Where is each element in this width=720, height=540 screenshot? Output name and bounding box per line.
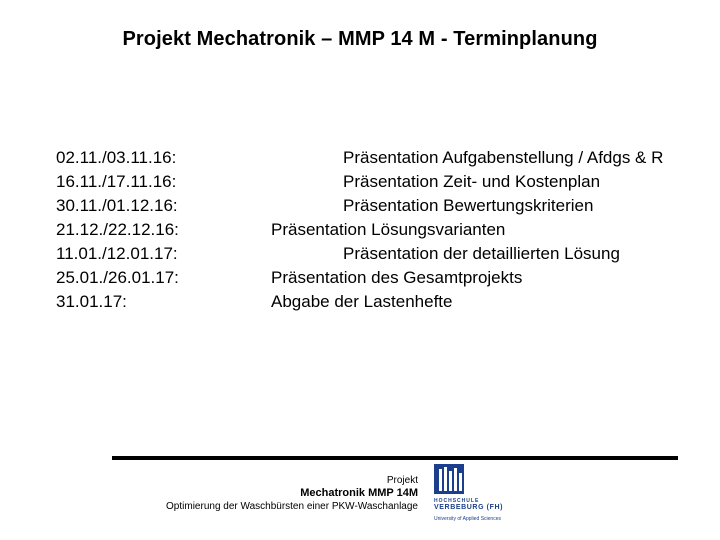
university-logo (434, 464, 514, 530)
university-logo-mark-icon (434, 464, 464, 494)
schedule-item: Abgabe der Lastenhefte (271, 292, 453, 311)
schedule-date: 11.01./12.01.17: (56, 244, 178, 263)
logo-text-line3: University of Applied Sciences (434, 516, 501, 522)
schedule-item: Präsentation Aufgabenstellung / Afdgs & R (343, 148, 664, 167)
schedule-date: 02.11./03.11.16: (56, 148, 177, 167)
schedule-date: 16.11./17.11.16: (56, 172, 177, 191)
logo-text-line2: VERBEBURG (FH) (434, 504, 504, 511)
footer-text (166, 474, 418, 513)
schedule-items (271, 146, 720, 314)
logo-text-line1: HOCHSCHULE (434, 498, 480, 504)
page-title: Projekt Mechatronik – MMP 14 M - Terminplanung (122, 28, 598, 50)
footer-project-label: Projekt (386, 475, 418, 486)
schedule-date: 31.01.17: (56, 292, 127, 311)
schedule-date: 21.12./22.12.16: (56, 220, 179, 239)
schedule-item: Präsentation der detaillierten Lösung (343, 244, 620, 263)
schedule-item: Präsentation Zeit- und Kostenplan (343, 172, 601, 191)
footer-project-name: Mechatronik MMP 14M (300, 487, 418, 499)
schedule-item: Präsentation Lösungsvarianten (271, 220, 506, 239)
schedule-item: Präsentation des Gesamtprojekts (271, 268, 523, 287)
schedule-item: Präsentation Bewertungskriterien (343, 196, 594, 215)
footer-divider (112, 456, 678, 460)
schedule-dates (56, 146, 179, 314)
footer-project-subtitle: Optimierung der Waschbürsten einer PKW-Waschanlage (166, 501, 418, 512)
schedule-date: 30.11./01.12.16: (56, 196, 178, 215)
schedule-date: 25.01./26.01.17: (56, 268, 179, 287)
